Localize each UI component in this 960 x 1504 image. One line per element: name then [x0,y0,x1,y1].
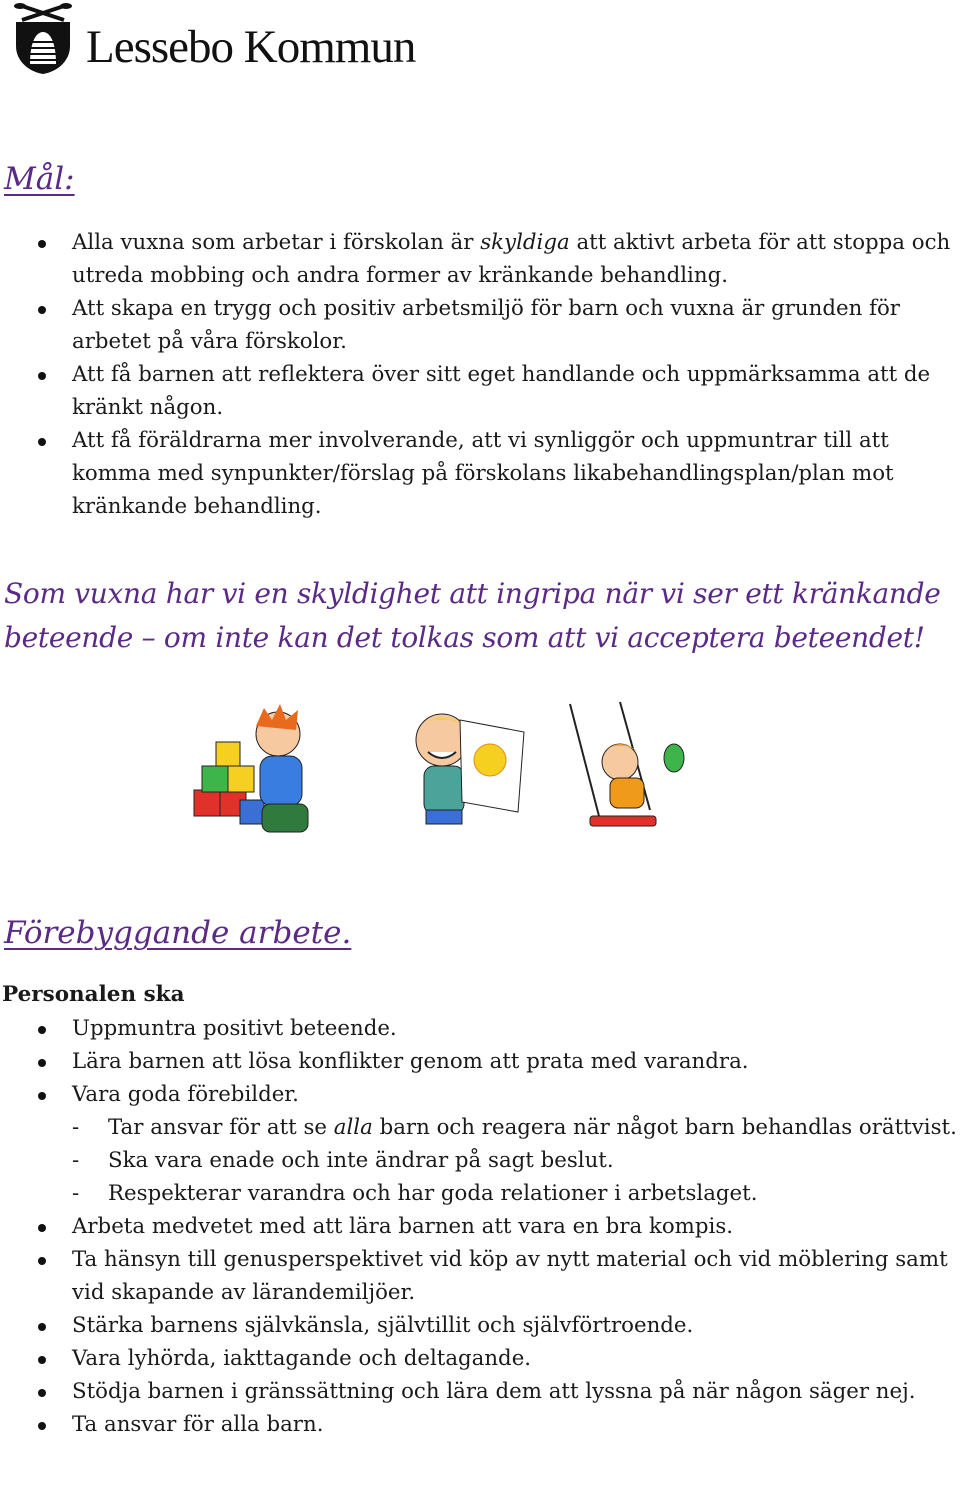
list-item [0,1243,958,1309]
list-item-text: Vara lyhörda, iakttagande och deltagande. [72,1346,532,1371]
emphasis: skyldiga [480,230,570,255]
callout-statement: Som vuxna har vi en skyldighet att ingripa när vi ser ett kränkande beteende – om inte kan det tolkas som att vi acceptera beteendet! [4,577,941,654]
dash-marker: - [72,1148,80,1173]
list-item-text: Att skapa en trygg och positiv arbetsmiljö för barn och vuxna är grunden för arbetet på våra förskolor. [72,296,900,354]
list-item-text: Vara goda förebilder. [72,1082,299,1107]
children-illustration [180,700,700,850]
list-item [0,424,958,523]
staff-list [0,1012,958,1441]
goals-list [0,226,958,523]
boy-with-blocks-icon [194,704,308,832]
bullet-icon [38,1257,46,1265]
list-item-text: Respekterar varandra och har goda relationer i arbetslaget. [108,1181,758,1206]
list-item-text: Alla vuxna som arbetar i förskolan är [72,230,481,255]
list-item [0,358,958,424]
list-item [0,292,958,358]
bullet-icon [38,240,46,248]
list-item-text: Arbeta medvetet med att lära barnen att vara en bra kompis. [72,1214,734,1239]
staff-heading: Personalen ska [2,982,185,1007]
dash-marker: - [72,1115,80,1140]
list-item [0,226,958,292]
list-item-text: Ta ansvar för alla barn. [72,1412,324,1437]
bullet-icon [38,1323,46,1331]
list-item-text: Tar ansvar för att se [108,1115,334,1140]
list-item-text: Stärka barnens självkänsla, självtillit och självförtroende. [72,1313,694,1338]
emphasis: alla [333,1115,373,1140]
list-item-text: Uppmuntra positivt beteende. [72,1016,397,1041]
prevention-heading: Förebyggande arbete. [4,914,352,951]
girl-with-drawing-icon [416,714,524,824]
bullet-icon [38,1356,46,1364]
list-item [0,1408,958,1441]
list-item-text: Stödja barnen i gränssättning och lära dem att lyssna på när någon säger nej. [72,1379,916,1404]
list-item [0,1342,958,1375]
list-item [0,1375,958,1408]
list-item [0,1012,958,1045]
list-item-text: att aktivt arbeta för att stoppa och utreda mobbing och andra former av kränkande behandling. [72,230,951,288]
bullet-icon [38,1092,46,1100]
municipality-crest-icon [10,2,76,76]
header [10,2,470,76]
list-item [0,1309,958,1342]
list-item-text: Att få föräldrarna mer involverande, att vi synliggör och uppmuntrar till att komma med synpunkter/förslag på förskolans likabehandlingsplan/plan mot kränkande behandling. [72,428,894,519]
bullet-icon [38,1026,46,1034]
brand-name: Lessebo Kommun [86,21,416,73]
sub-list-item [0,1144,958,1177]
child-on-swing-icon [570,702,684,826]
list-item-text: Ta hänsyn till genusperspektivet vid köp av nytt material och vid möblering samt vid skapande av lärandemiljöer. [72,1247,948,1305]
bullet-icon [38,372,46,380]
list-item [0,1078,958,1111]
list-item-text: barn och reagera när något barn behandlas orättvist. [372,1115,957,1140]
list-item-text: Ska vara enade och inte ändrar på sagt beslut. [108,1148,614,1173]
bullet-icon [38,438,46,446]
list-item [0,1045,958,1078]
list-item-text: Att få barnen att reflektera över sitt eget handlande och uppmärksamma att de kränkt någon. [72,362,931,420]
list-item [0,1210,958,1243]
bullet-icon [38,306,46,314]
bullet-icon [38,1422,46,1430]
list-item-text: Lära barnen att lösa konflikter genom att prata med varandra. [72,1049,749,1074]
dash-marker: - [72,1181,80,1206]
bullet-icon [38,1059,46,1067]
bullet-icon [38,1224,46,1232]
bullet-icon [38,1389,46,1397]
sub-list-item [0,1177,958,1210]
sub-list-item [0,1111,958,1144]
goals-heading: Mål: [4,160,75,197]
